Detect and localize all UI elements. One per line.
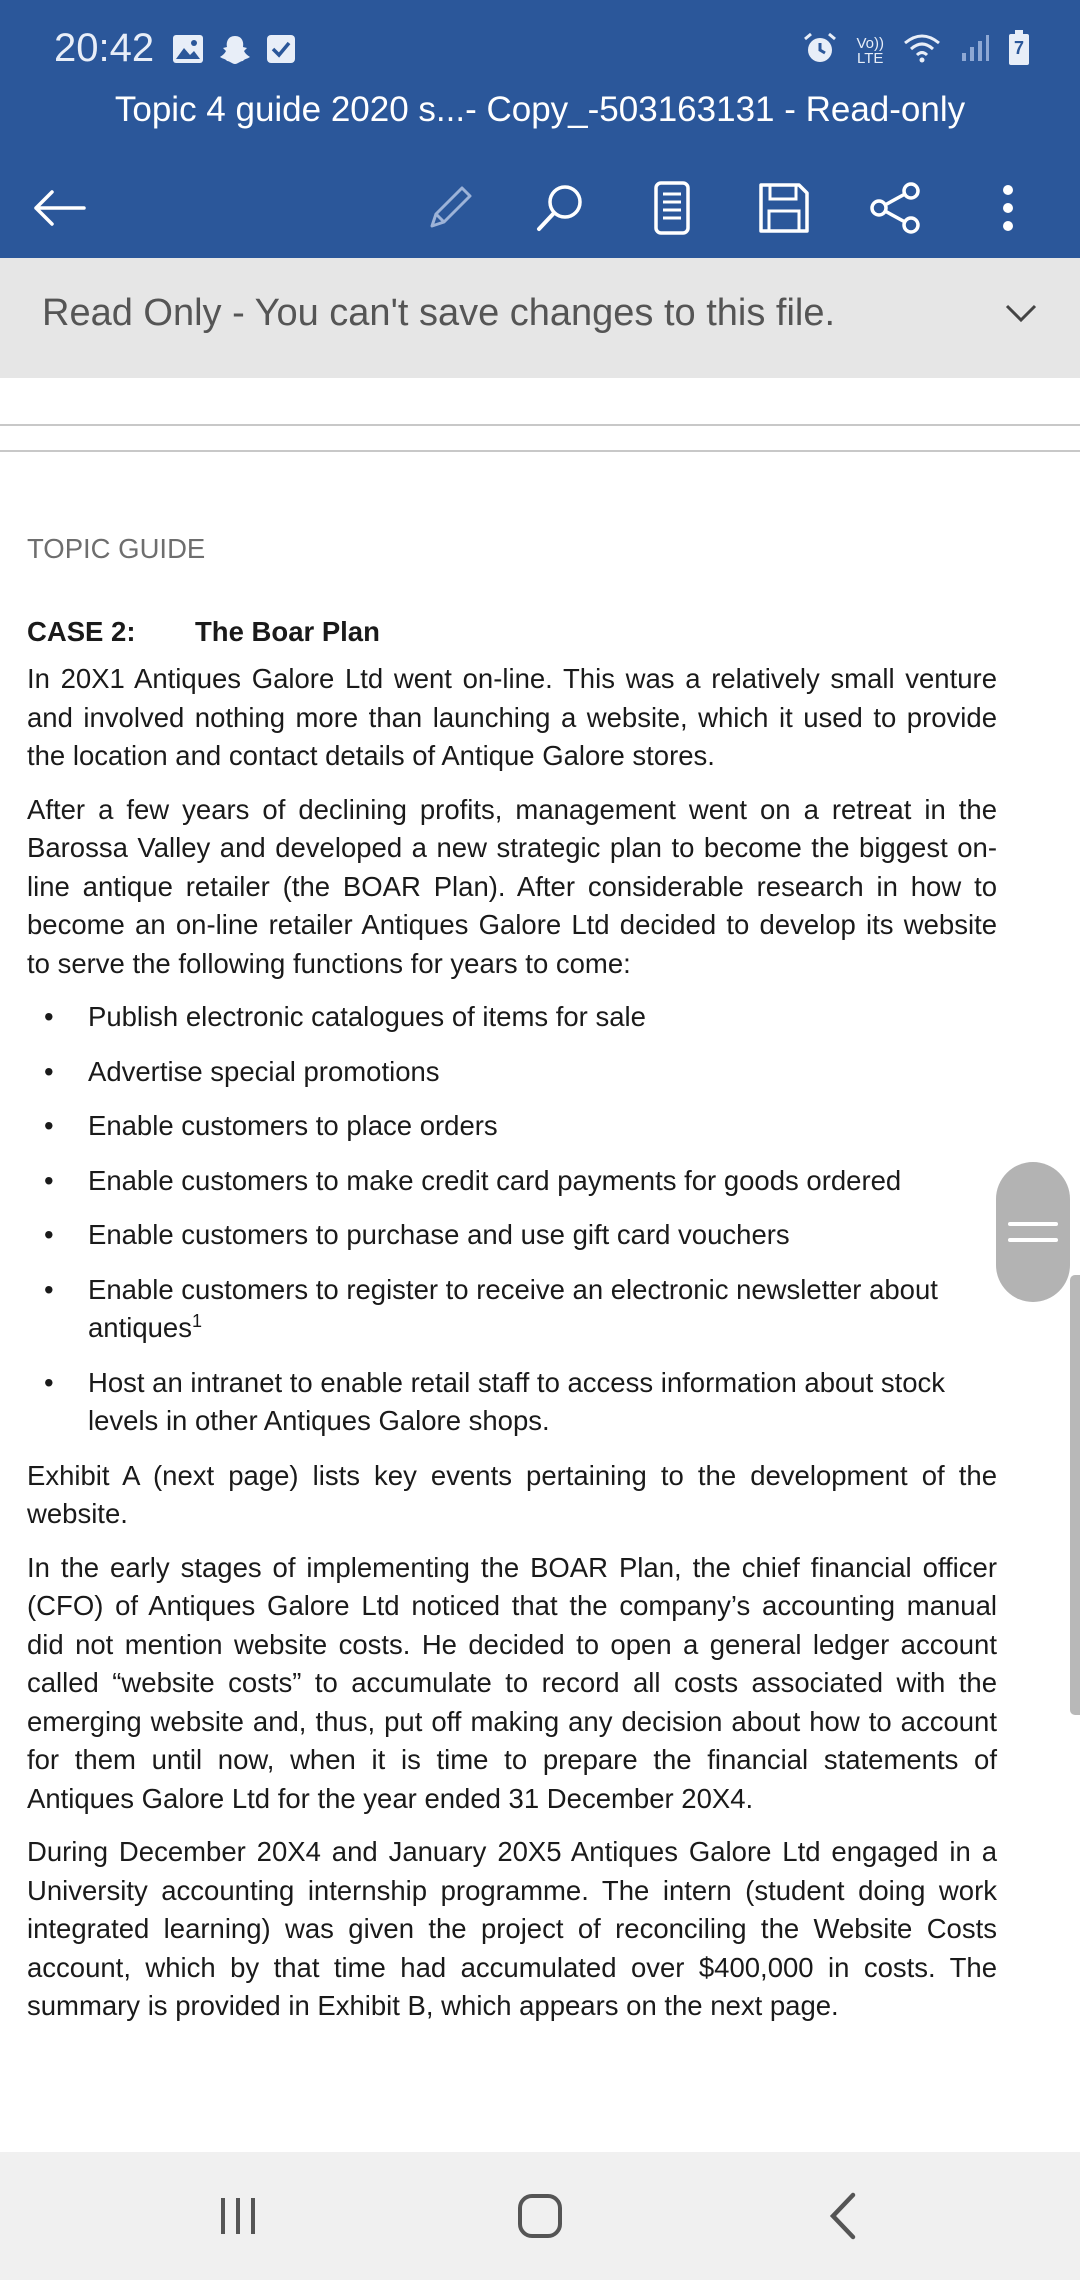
list-item: • Host an intranet to enable retail staff to access information about stock levels in other Antiques Galore shops. [27,1364,997,1441]
volte-icon: Vo)) LTE [856,34,884,67]
share-button[interactable] [858,170,934,246]
footnote-marker: 1 [191,1310,202,1331]
list-item: • Publish electronic catalogues of items for sale [27,998,997,1037]
readonly-banner[interactable] [0,258,1080,378]
battery-icon [1008,30,1030,71]
mobile-view-button[interactable] [634,170,710,246]
share-icon [869,181,923,235]
app-header [0,0,1080,258]
edit-button[interactable] [412,170,488,246]
toolbar [0,160,1080,256]
function-list [27,998,997,1441]
page-break-area [0,378,1080,450]
recent-apps-button[interactable] [203,2186,273,2246]
nav-back-button[interactable] [808,2186,878,2246]
list-item [27,1271,997,1348]
case-heading [27,613,997,652]
status-time: 20:42 [54,26,155,70]
status-bar [0,0,1080,100]
grip-line [1008,1238,1058,1242]
page-divider [0,450,1080,452]
recent-apps-icon [215,2194,261,2238]
readonly-banner-text: Read Only - You can't save changes to this file. [42,292,836,334]
back-icon [32,188,88,228]
case-title: The Boar Plan [195,615,380,647]
paragraph: In 20X1 Antiques Galore Ltd went on-line. This was a relatively small venture and involved nothing more than launching a website, which it used to provide the location and contact details of Antique Galore stores. [27,663,997,771]
search-button[interactable] [522,170,598,246]
alarm-icon [802,31,838,70]
paragraph: In the early stages of implementing the BOAR Plan, the chief financial officer (CFO) of Antiques Galore Ltd noticed that the company’s accounting manual did not mention website costs. He decided to open a general ledger account called “website costs” to accumulate to record all costs associated with the emerging website and, thus, put off making any decision about how to account for them until now, when it is time to prepare the financial statements of Antiques Galore Ltd for the year ended 31 December 20X4. [27,1551,997,1814]
more-icon [1000,182,1016,234]
paragraph: After a few years of declining profits, management went on a retreat in the Barossa Valley and developed a new strategic plan to become the biggest on-line antique retailer (the BOAR Plan). After considerable research in how to become an on-line retailer Antiques Galore Ltd decided to develop its website to serve the following functions for years to come: [27,793,997,979]
scrollbar-track[interactable] [1070,1275,1080,1715]
nav-back-icon [825,2191,861,2241]
signal-icon [960,33,990,68]
home-icon [515,2191,565,2241]
paragraph: Exhibit A (next page) lists key events pertaining to the development of the website. [27,1459,997,1529]
scroll-handle[interactable] [996,1162,1070,1302]
gallery-icon [172,34,204,71]
topic-label: TOPIC GUIDE [27,533,206,564]
wifi-icon [902,33,942,68]
home-button[interactable] [505,2186,575,2246]
system-nav-bar [0,2152,1080,2280]
list-item: • Enable customers to make credit card payments for goods ordered [27,1162,997,1201]
list-item-text: Enable customers to register to receive an electronic newsletter about antiques [88,1273,938,1343]
document-body [27,530,997,2041]
check-icon [266,34,296,71]
edit-icon [424,182,476,234]
list-item: • Enable customers to place orders [27,1107,997,1146]
list-item: • Enable customers to purchase and use gift card vouchers [27,1216,997,1255]
more-options-button[interactable] [970,170,1046,246]
mobile-view-icon [652,180,692,236]
grip-line [1008,1222,1058,1226]
save-button[interactable] [746,170,822,246]
list-item: • Advertise special promotions [27,1053,997,1092]
search-icon [534,182,586,234]
paragraph: During December 20X4 and January 20X5 Antiques Galore Ltd engaged in a University accounting internship programme. The intern (student doing work integrated learning) was given the project of reconciling the Website Costs account, which by that time had accumulated over $400,000 in costs. The summary is provided in Exhibit B, which appears on the next page. [27,1836,997,2021]
chevron-down-icon[interactable] [1002,294,1040,337]
back-button[interactable] [22,170,98,246]
document-title: Topic 4 guide 2020 s...- Copy_-503163131 - Read-only [114,90,966,129]
snapchat-icon [218,34,252,71]
page-divider [0,424,1080,426]
case-number: CASE 2: [27,615,136,647]
save-icon [757,181,811,235]
battery-level: 7 [1013,38,1024,58]
